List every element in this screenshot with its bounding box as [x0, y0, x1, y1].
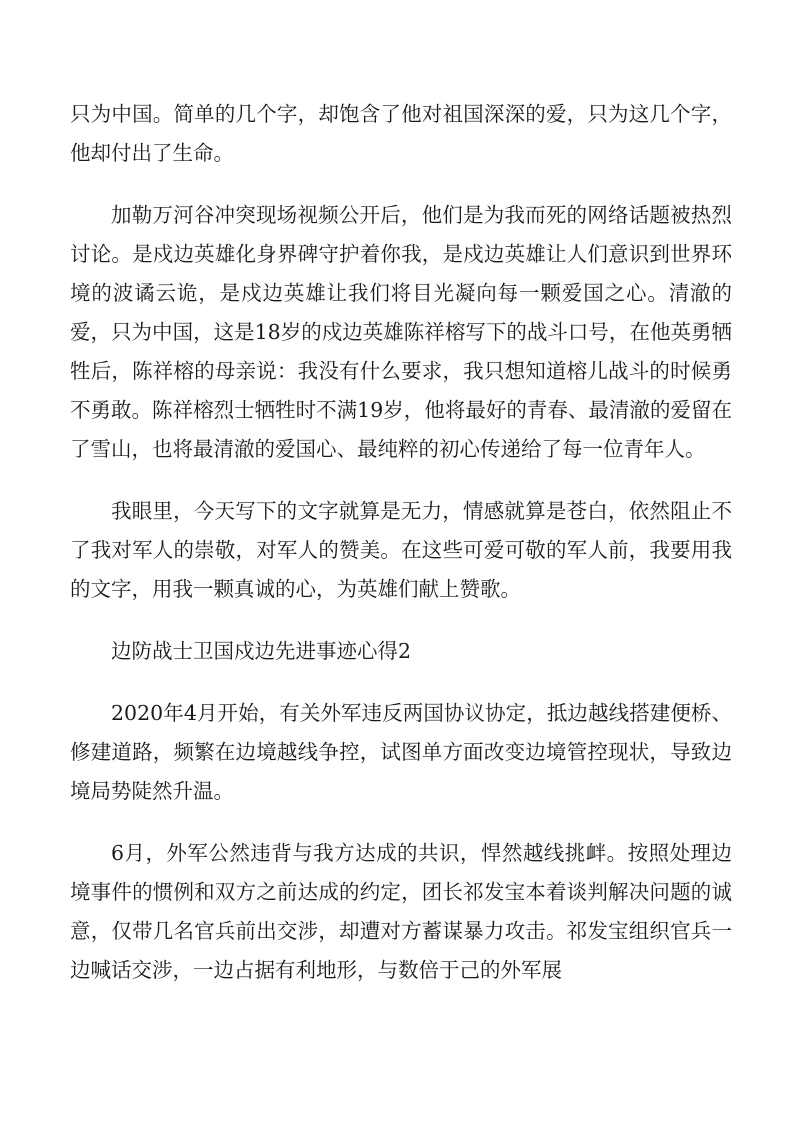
document-body	[70, 95, 732, 1013]
paragraph-continuation: 只为中国。简单的几个字，却饱含了他对祖国深深的爱，只为这几个字，他却付出了生命。	[70, 102, 732, 165]
paragraph-june-event: 6月，外军公然违背与我方达成的共识，悍然越线挑衅。按照处理边境事件的惯例和双方之前达成的约定，团长祁发宝本着谈判解决问题的诚意，仅带几名官兵前出交涉，却遭对方蓄谋暴力攻击。祁发宝组织官兵一边喊话交涉，一边占据有利地形，与数倍于己的外军展	[70, 841, 732, 982]
paragraph-border-situation: 2020年4月开始，有关外军违反两国协议协定，抵边越线搭建便桥、修建道路，频繁在边境越线争控，试图单方面改变边境管控现状，导致边境局势陡然升温。	[70, 701, 732, 803]
paragraph-tribute: 我眼里，今天写下的文字就算是无力，情感就算是苍白，依然阻止不了我对军人的崇敬，对军人的赞美。在这些可爱可敬的军人前，我要用我的文字，用我一颗真诚的心，为英雄们献上赞歌。	[70, 499, 732, 601]
section-heading: 边防战士卫国戍边先进事迹心得2	[111, 639, 412, 663]
paragraph-video-discussion: 加勒万河谷冲突现场视频公开后，他们是为我而死的网络话题被热烈讨论。是戍边英雄化身界碑守护着你我，是戍边英雄让人们意识到世界环境的波谲云诡，是戍边英雄让我们将目光凝向每一颗爱国之心。清澈的爱，只为中国，这是18岁的戍边英雄陈祥榕写下的战斗口号，在他英勇牺牲后，陈祥榕的母亲说：我没有什么要求，我只想知道榕儿战斗的时候勇不勇敢。陈祥榕烈士牺牲时不满19岁，他将最好的青春、最清澈的爱留在了雪山，也将最清澈的爱国心、最纯粹的初心传递给了每一位青年人。	[70, 203, 732, 461]
